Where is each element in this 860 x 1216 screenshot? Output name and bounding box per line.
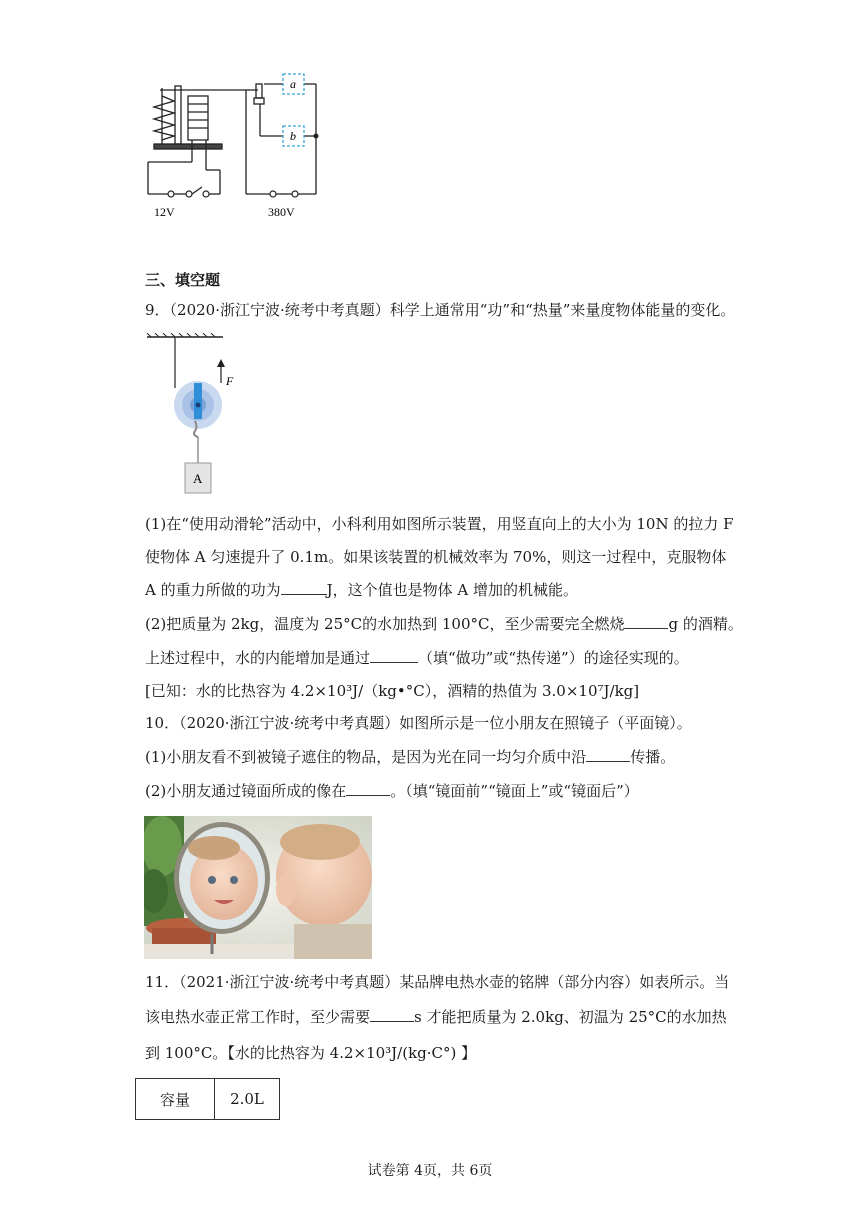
q9-p1-line2: 使物体 A 匀速提升了 0.1m。如果该装置的机械效率为 70%，则这一过程中，克服物体 (145, 548, 727, 566)
nameplate-table (135, 1078, 280, 1120)
q11-line2 (145, 1007, 727, 1027)
pulley-figure (145, 333, 255, 498)
q9-p2-text-b: g 的酒精。 (668, 615, 743, 633)
q9-p1-text-a: A 的重力所做的功为 (145, 581, 281, 599)
q10-p2-text-a: (2)小朋友通过镜面所成的像在 (145, 782, 347, 800)
section-title: 三、填空题 (145, 271, 221, 289)
q9-p1-line3 (145, 580, 578, 600)
q10-p2-text-b: 。（填“镜面前”“镜面上”或“镜面后”） (390, 782, 639, 800)
q11-answer-blank[interactable] (370, 1007, 414, 1022)
q9-p2-text-a: (2)把质量为 2kg，温度为 25°C的水加热到 100°C，至少需要完全燃烧 (145, 615, 625, 633)
capacity-label-cell: 容量 (136, 1079, 215, 1120)
mirror-photo (144, 816, 372, 959)
q9-p2-line2 (145, 648, 689, 668)
q10-intro: 10．（2020·浙江宁波·统考中考真题）如图所示是一位小朋友在照镜子（平面镜）。 (145, 714, 692, 732)
q11-line1: 11．（2021·浙江宁波·统考中考真题）某品牌电热水壶的铭牌（部分内容）如表所示。当 (145, 973, 730, 991)
q9-known: [已知：水的比热容为 4.2×10³J/（kg•°C），酒精的热值为 3.0×10⁷J/kg] (145, 682, 640, 700)
capacity-value-cell: 2.0L (215, 1079, 280, 1120)
relay-circuit-figure (140, 66, 340, 226)
q11-text-b: s 才能把质量为 2.0kg、初温为 25°C的水加热 (414, 1008, 727, 1026)
table-row (136, 1079, 280, 1120)
q10-p2 (145, 781, 639, 801)
label-12v: 12V (154, 205, 175, 219)
q9-answer-blank-2[interactable] (624, 614, 668, 629)
q10-p1-text-b: 传播。 (630, 748, 676, 766)
q10-p1 (145, 747, 675, 767)
block-a-label: A (193, 471, 203, 486)
q11-text-a: 该电热水壶正常工作时，至少需要 (145, 1008, 371, 1026)
q9-p1-text-b: J，这个值也是物体 A 增加的机械能。 (326, 581, 578, 599)
page-footer: 试卷第 4页，共 6页 (367, 1163, 493, 1179)
label-b: b (290, 129, 296, 143)
q11-line3: 到 100°C。【水的比热容为 4.2×10³J/(kg·C°) 】 (145, 1044, 477, 1062)
label-380v: 380V (268, 205, 295, 219)
force-label: F (226, 374, 234, 388)
q9-p1-line1: (1)在“使用动滑轮”活动中，小科利用如图所示装置，用竖直向上的大小为 10N 的拉力 F (145, 515, 734, 533)
q9-answer-blank-3[interactable] (370, 648, 418, 663)
q10-p1-text-a: (1)小朋友看不到被镜子遮住的物品，是因为光在同一均匀介质中沿 (145, 748, 587, 766)
q9-intro: 9．（2020·浙江宁波·统考中考真题）科学上通常用“功”和“热量”来量度物体能量的变化。 (145, 301, 736, 319)
label-a: a (290, 77, 296, 91)
q10-answer-blank-2[interactable] (346, 781, 390, 796)
q9-p2-text-c: 上述过程中，水的内能增加是通过 (145, 649, 371, 667)
q9-answer-blank-1[interactable] (281, 580, 327, 595)
q9-p2-text-d: （填“做功”或“热传递”）的途径实现的。 (418, 649, 689, 667)
q10-answer-blank-1[interactable] (586, 747, 630, 762)
q9-p2-line1 (145, 614, 743, 634)
